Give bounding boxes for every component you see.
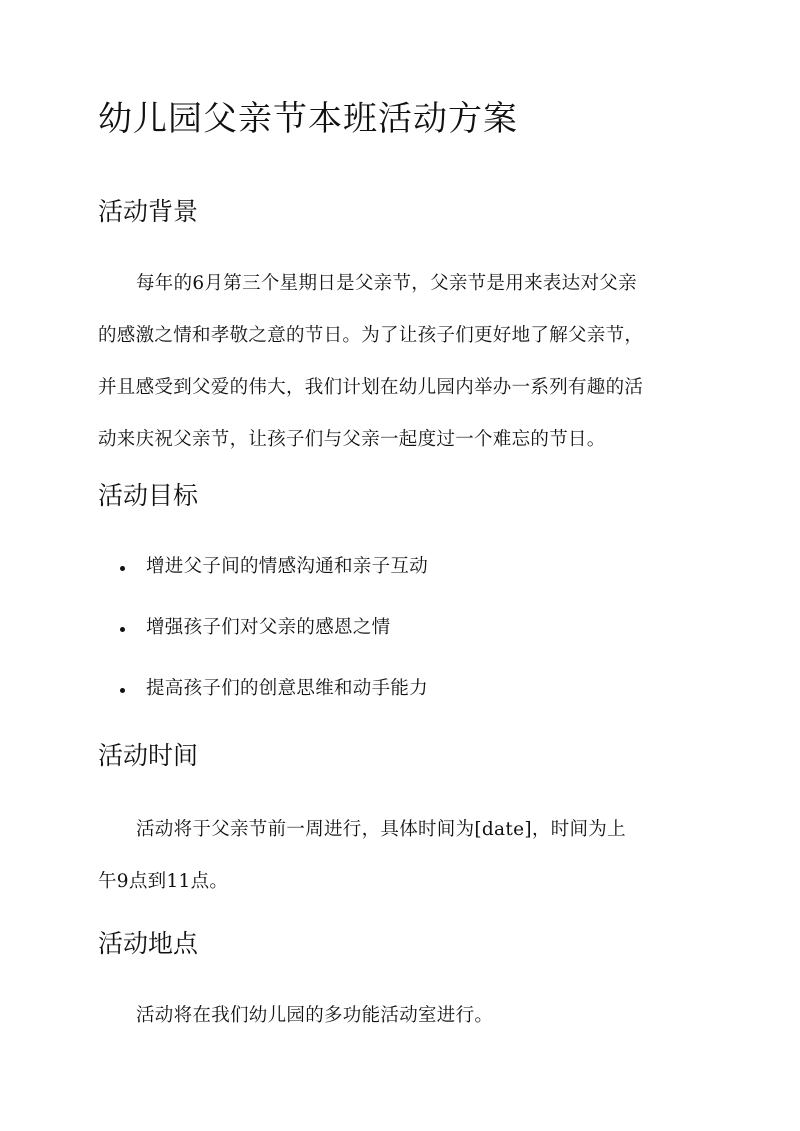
list-item-text: 提高孩子们的创意思维和动手能力	[146, 678, 429, 699]
section-heading-background: 活动背景	[98, 197, 199, 226]
bullet-icon	[120, 627, 125, 632]
section-heading-goals: 活动目标	[98, 481, 199, 510]
paragraph-line: 午9点到11点。	[98, 871, 229, 892]
list-item-text: 增进父子间的情感沟通和亲子互动	[146, 556, 429, 577]
section-heading-time: 活动时间	[98, 741, 199, 770]
list-item	[98, 603, 698, 664]
list-item	[98, 542, 698, 603]
paragraph-line: 的感激之情和孝敬之意的节日。为了让孩子们更好地了解父亲节，	[98, 325, 644, 346]
document-title: 幼儿园父亲节本班活动方案	[98, 99, 518, 139]
time-paragraph	[98, 804, 698, 908]
bullet-icon	[120, 688, 125, 693]
paragraph-line: 动来庆祝父亲节，让孩子们与父亲一起度过一个难忘的节日。	[98, 429, 606, 450]
paragraph-line: 并且感受到父爱的伟大，我们计划在幼儿园内举办一系列有趣的活	[98, 377, 644, 398]
paragraph-line: 每年的6月第三个星期日是父亲节，父亲节是用来表达对父亲	[136, 273, 637, 294]
background-paragraph	[98, 258, 698, 466]
goals-list	[98, 542, 698, 725]
location-paragraph	[98, 990, 698, 1042]
bullet-icon	[120, 566, 125, 571]
list-item-text: 增强孩子们对父亲的感恩之情	[146, 617, 391, 638]
section-heading-location: 活动地点	[98, 929, 199, 958]
paragraph-line: 活动将于父亲节前一周进行，具体时间为[date]，时间为上	[136, 819, 626, 840]
list-item	[98, 664, 698, 725]
paragraph-line: 活动将在我们幼儿园的多功能活动室进行。	[136, 1005, 494, 1026]
